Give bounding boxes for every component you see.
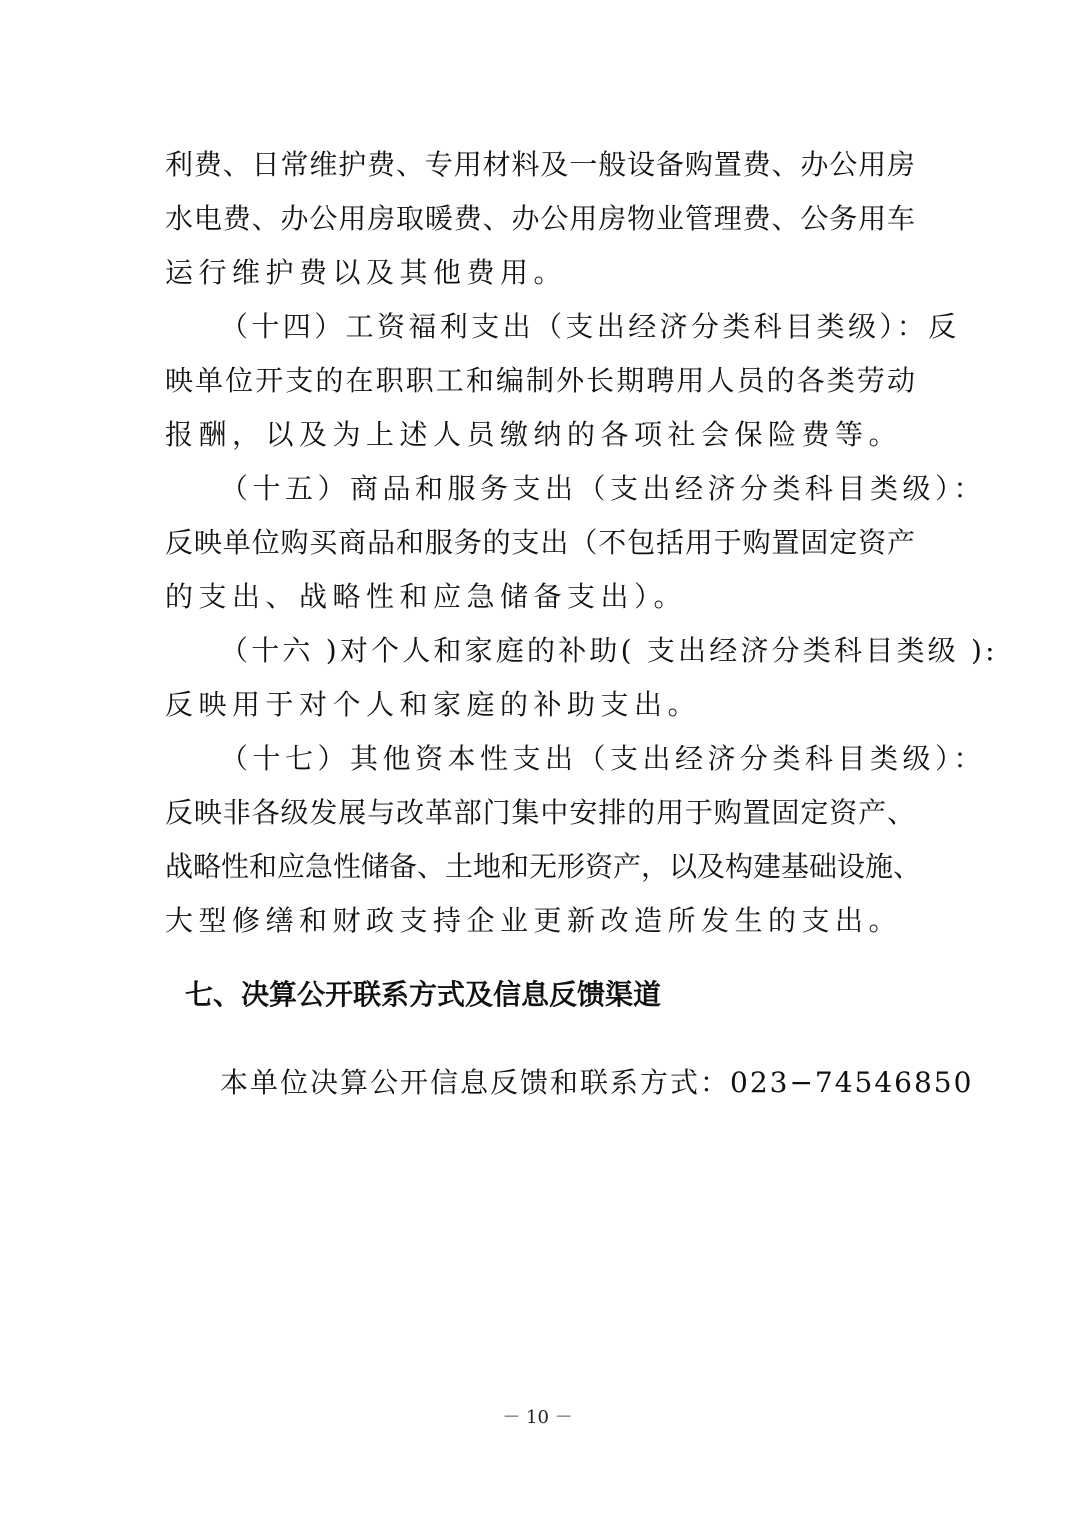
body-line: 反映非各级发展与改革部门集中安排的用于购置固定资产、 bbox=[165, 796, 915, 829]
body-line: 大型修缮和财政支持企业更新改造所发生的支出。 bbox=[165, 904, 903, 937]
paragraph-first-line: （十六 )对个人和家庭的补助( 支出经济分类科目类级 ): bbox=[220, 634, 998, 667]
body-line: 水电费、办公用房取暖费、办公用房物业管理费、公务用车 bbox=[165, 202, 915, 235]
body-line: 反映单位购买商品和服务的支出（不包括用于购置固定资产 bbox=[165, 526, 915, 559]
contact-line: 本单位决算公开信息反馈和联系方式：023−74546850 bbox=[220, 1066, 974, 1099]
paragraph-first-line: （十五）商品和服务支出（支出经济分类科目类级）： bbox=[220, 472, 987, 505]
body-line: 报酬，以及为上述人员缴纳的各项社会保险费等。 bbox=[165, 418, 903, 451]
body-line: 反映用于对个人和家庭的补助支出。 bbox=[165, 688, 702, 721]
section-heading: 七、决算公开联系方式及信息反馈渠道 bbox=[185, 978, 662, 1011]
body-line: 运行维护费以及其他费用。 bbox=[165, 256, 568, 289]
paragraph-first-line: （十四）工资福利支出（支出经济分类科目类级）：反 bbox=[220, 310, 960, 343]
body-line: 映单位开支的在职职工和编制外长期聘用人员的各类劳动 bbox=[165, 364, 915, 397]
body-line: 利费、日常维护费、专用材料及一般设备购置费、办公用房 bbox=[165, 148, 915, 181]
body-line: 战略性和应急性储备、土地和无形资产，以及构建基础设施、 bbox=[165, 850, 922, 883]
paragraph-first-line: （十七）其他资本性支出（支出经济分类科目类级）： bbox=[220, 742, 987, 775]
page-number: － 10 － bbox=[502, 1407, 573, 1428]
body-line: 的支出、战略性和应急储备支出）。 bbox=[165, 580, 688, 613]
